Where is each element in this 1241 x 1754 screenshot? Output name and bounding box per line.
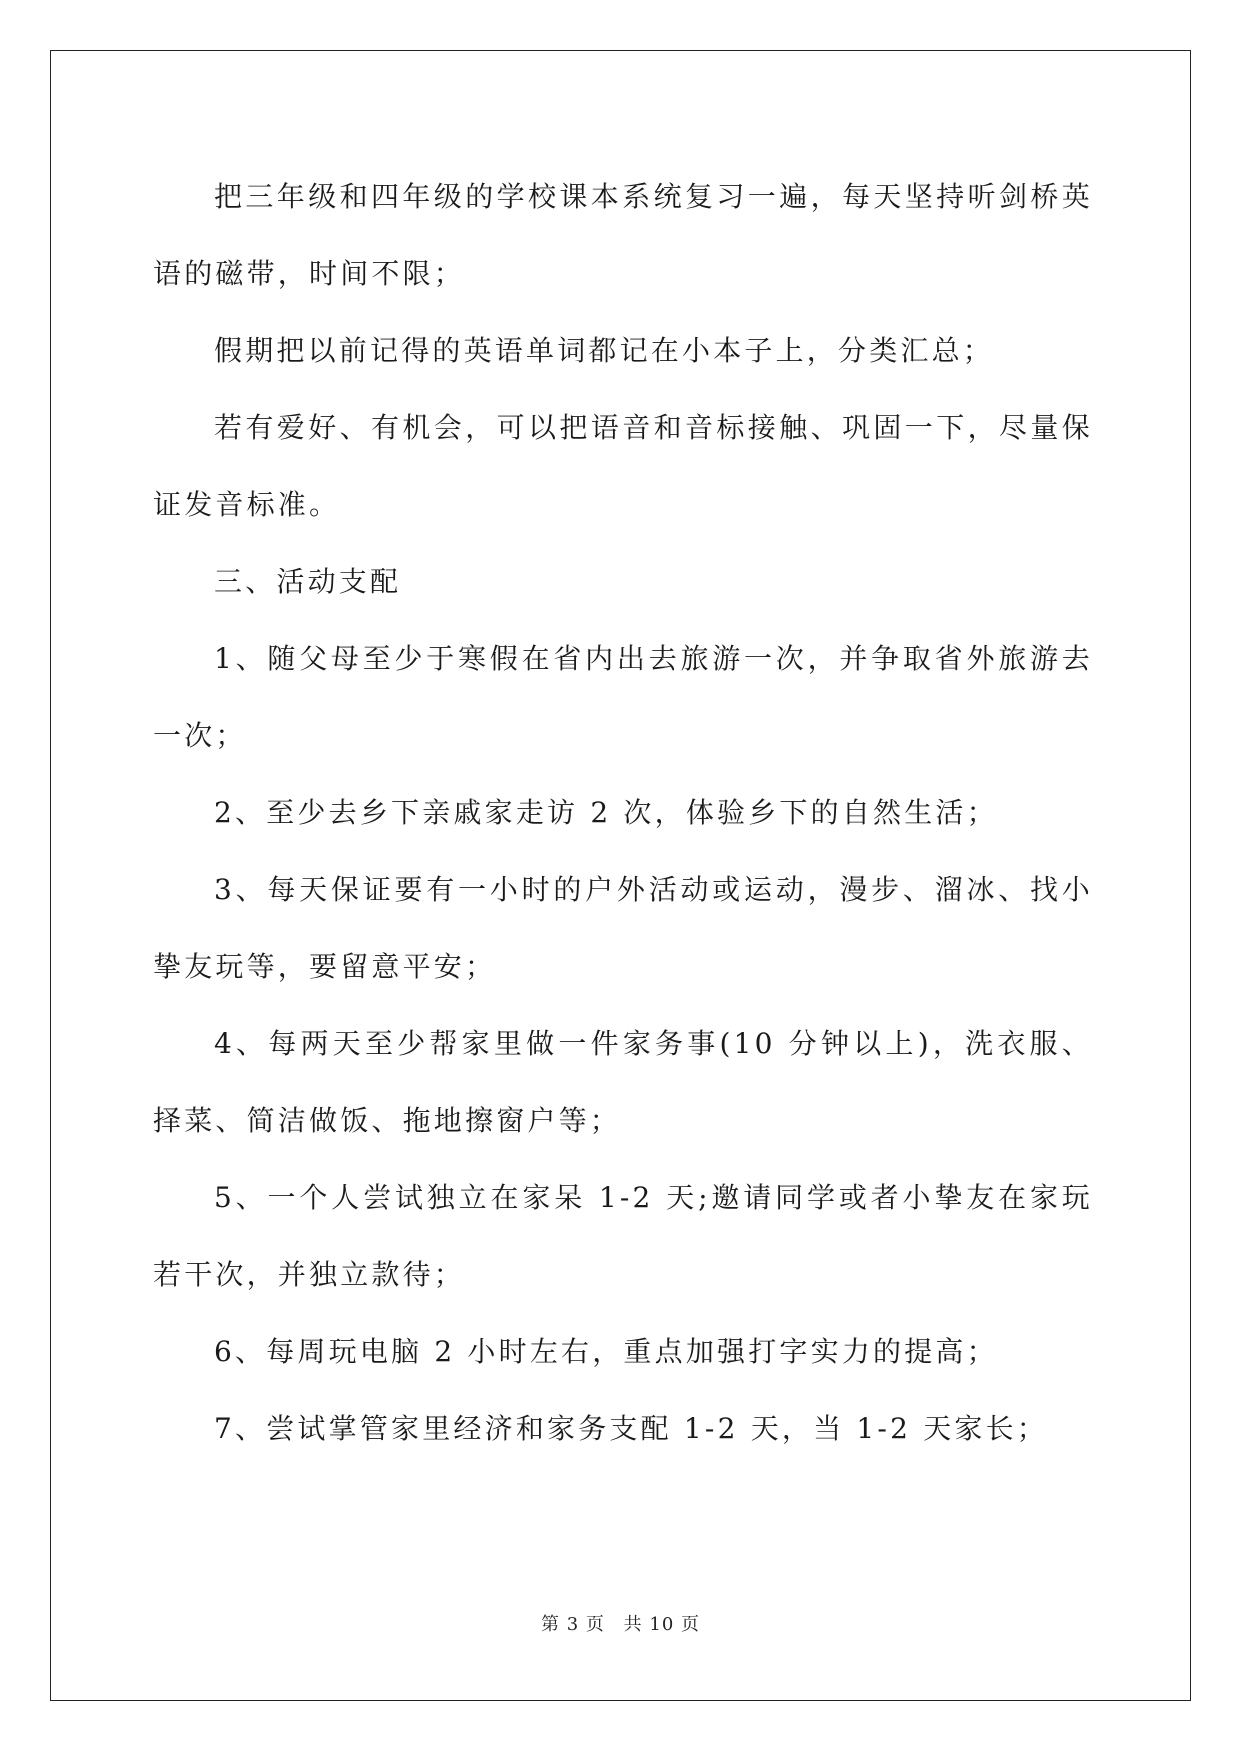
list-item: 6、每周玩电脑 2 小时左右，重点加强打字实力的提高； bbox=[214, 1335, 998, 1368]
paragraph: 假期把以前记得的英语单词都记在小本子上，分类汇总； bbox=[214, 334, 995, 367]
page-total: 共 10 页 bbox=[623, 1614, 700, 1635]
list-item: 5、一个人尝试独立在家呆 1-2 天;邀请同学或者小挚友在家玩若干次，并独立款待； bbox=[153, 1181, 1093, 1291]
list-item: 3、每天保证要有一小时的户外活动或运动，漫步、溜冰、找小挚友玩等，要留意平安； bbox=[153, 873, 1093, 983]
paragraph: 把三年级和四年级的学校课本系统复习一遍，每天坚持听剑桥英语的磁带，时间不限； bbox=[153, 180, 1093, 290]
paragraph: 若有爱好、有机会，可以把语音和音标接触、巩固一下，尽量保证发音标准。 bbox=[153, 411, 1093, 521]
list-item: 1、随父母至少于寒假在省内出去旅游一次，并争取省外旅游去一次； bbox=[153, 642, 1093, 752]
list-item: 2、至少去乡下亲戚家走访 2 次，体验乡下的自然生活； bbox=[214, 796, 998, 829]
page-number: 第 3 页 bbox=[541, 1614, 605, 1635]
page-footer bbox=[0, 1610, 1241, 1636]
list-item: 7、尝试掌管家里经济和家务支配 1-2 天，当 1-2 天家长； bbox=[214, 1412, 1048, 1445]
list-item: 4、每两天至少帮家里做一件家务事(10 分钟以上)，洗衣服、择菜、简洁做饭、拖地擦窗户等； bbox=[153, 1027, 1093, 1137]
document-body bbox=[153, 158, 1093, 1467]
section-heading: 三、活动支配 bbox=[214, 565, 402, 598]
